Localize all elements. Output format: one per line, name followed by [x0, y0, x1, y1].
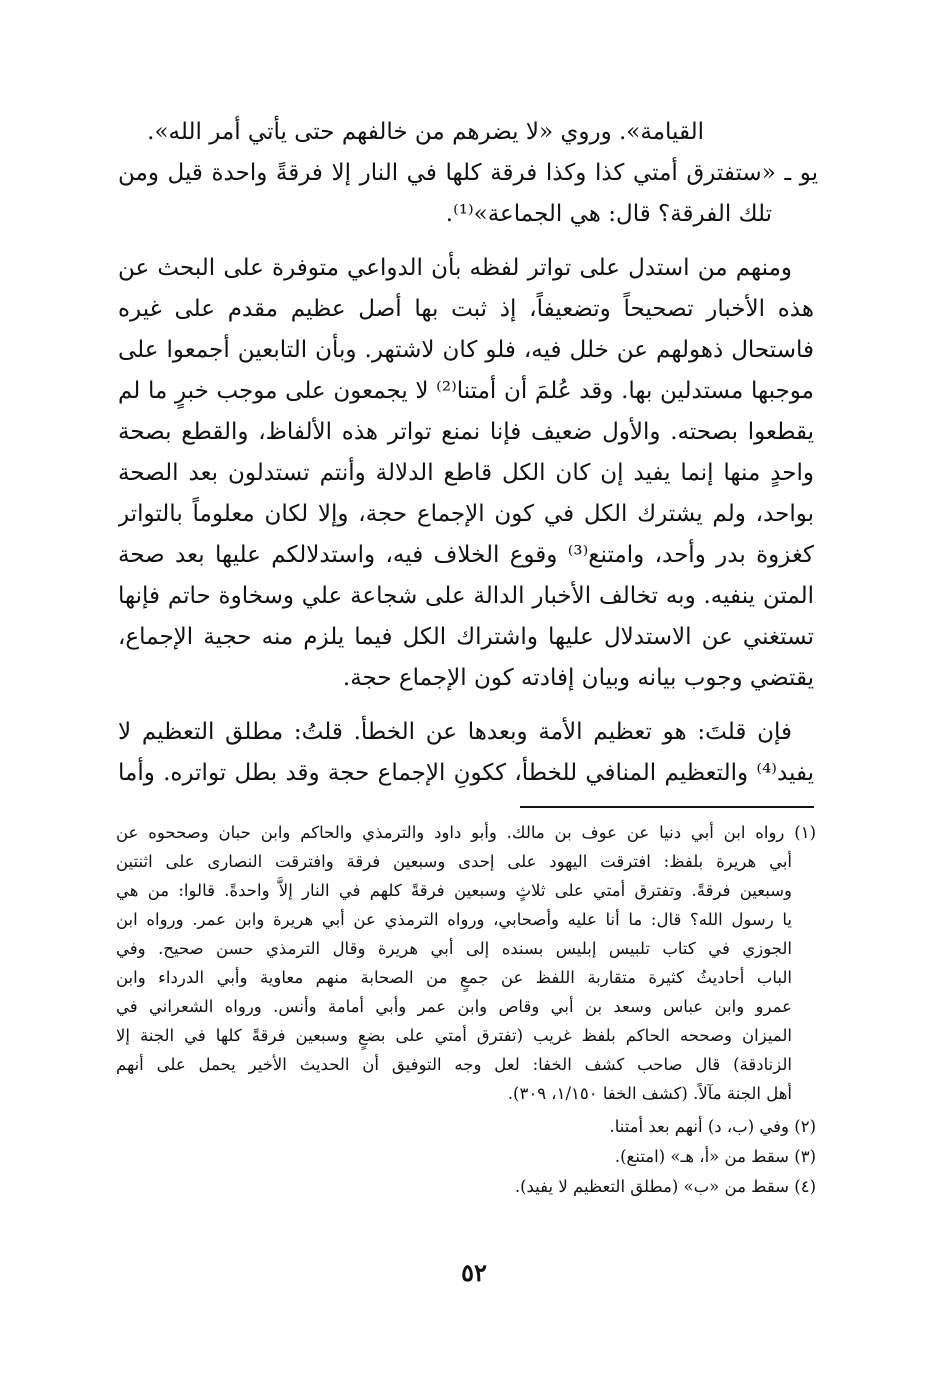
text-line: بواحد، ولم يشترك الكل في كون الإجماع حجة، وإلا لكان معلوماً بالتواتر: [118, 501, 814, 527]
text-line: ومنهم من استدل على تواتر لفظه بأن الدواعي متوفرة على البحث عن: [118, 255, 792, 281]
footnote-3: (٣) سقط من «أ، هـ» (امتنع).: [614, 1147, 816, 1166]
paragraph-1: [118, 112, 818, 235]
text-line: تستغني عن الاستدلال عليها واشتراك الكل فيما يلزم منه حجية الإجماع،: [118, 624, 814, 650]
text-line: فاستحال ذهولهم عن خلل فيه، فلو كان لاشتهر. وبأن التابعين أجمعوا على: [118, 337, 814, 363]
text-line: يو ـ «ستفترق أمتي كذا وكذا فرقة كلها في النار إلا فرقةً واحدة قيل ومن: [118, 160, 818, 186]
page-number: ٥٢: [461, 1258, 487, 1287]
paragraph-3: [118, 712, 814, 794]
text-line: واحدٍ منها إنما يفيد إن كان الكل قاطع الدلالة وأنتم تستدلون بعد الصحة: [118, 460, 814, 486]
footnote-line: يا رسول الله؟ قال: ما أنا عليه وأصحابي، ورواه الترمذي عن أبي هريرة وابن عمر. ورواه ابن: [116, 910, 792, 929]
text-line: موجبها مستدلين بها. وقد عُلمَ أن أمتنا⁽²⁾ لا يجمعون على موجب خبرٍ ما لم: [118, 378, 814, 404]
text-line: المتن ينفيه. وبه تخالف الأخبار الدالة على شجاعة علي وسخاوة حاتم فإنها: [118, 583, 814, 609]
paragraph-2: [118, 248, 814, 699]
footnote-line: عمرو وابن عباس وسعد بن أبي وقاص وابن عمر وأبي أمامة وأنس. ورواه الشعراني في: [116, 997, 792, 1016]
footnote-divider: [520, 806, 814, 808]
footnote-4: (٤) سقط من «ب» (مطلق التعظيم لا يفيد).: [514, 1177, 816, 1196]
footnote-line: الباب أحاديثُ كثيرة متقاربة اللفظ عن جمعٍ من الصحابة منهم معاوية وأبي الدرداء وابن: [116, 968, 792, 987]
footnote-line: أهل الجنة مآلاً. (كشف الخفا ١/١٥٠، ٣٠٩).: [507, 1084, 792, 1103]
footnote-line: الزنادقة) قال صاحب كشف الخفا: لعل وجه التوفيق أن الحديث الأخير يحمل على أنهم: [116, 1055, 792, 1074]
text-line: فإن قلتَ: هو تعظيم الأمة وبعدها عن الخطأ. قلتُ: مطلق التعظيم لا: [118, 719, 792, 745]
text-line: كغزوة بدر وأحد، وامتنع⁽³⁾ وقوع الخلاف فيه، واستدلالكم عليها بعد صحة: [118, 542, 814, 568]
text-line: يفيد⁽⁴⁾ والتعظيم المنافي للخطأ، ككونِ الإجماع حجة وقد بطل تواتره. وأما: [118, 760, 814, 786]
text-line: هذه الأخبار تصحيحاً وتضعيفاً، إذ ثبت بها أصل عظيم مقدم على غيره: [118, 296, 814, 322]
footnote-line: أبي هريرة بلفظ: افترقت اليهود على إحدى وسبعين فرقة وافترقت النصارى على اثنتين: [116, 852, 792, 871]
footnote-line: وسبعين فرقةً. وتفترق أمتي على ثلاثٍ وسبعين فرقةً كلهم في النار إلاَّ واحدةً. قالوا: من هي: [116, 881, 792, 900]
text-line: يقطعوا بصحته. والأول ضعيف فإنا نمنع تواتر هذه الألفاظ، والقطع بصحة: [118, 419, 814, 445]
text-line: يقتضي وجوب بيانه وبيان إفادته كون الإجماع حجة.: [342, 665, 814, 691]
footnote-1: [116, 818, 816, 1108]
text-line: تلك الفرقة؟ قال: هي الجماعة»⁽¹⁾.: [445, 201, 772, 227]
footnote-line: (١) رواه ابن أبي دنيا عن عوف بن مالك. وأبو داود والترمذي والحاكم وابن حبان وصححوه عن: [116, 823, 816, 842]
footnotes: [116, 818, 816, 1202]
footnote-line: الميزان وصححه الحاكم بلفظ غريب (تفترق أمتي على بضعٍ وسبعين فرقةً كلها في الجنة إلا: [116, 1026, 792, 1045]
text-line: القيامة». وروي «لا يضرهم من خالفهم حتى يأتي أمر الله».: [147, 119, 704, 145]
footnote-2: (٢) وفي (ب، د) أنهم بعد أمتنا.: [609, 1117, 816, 1136]
footnote-line: الجوزي في كتاب تلبيس إبليس بسنده إلى أبي هريرة وقال الترمذي حسن صحيح. وفي: [116, 939, 792, 958]
